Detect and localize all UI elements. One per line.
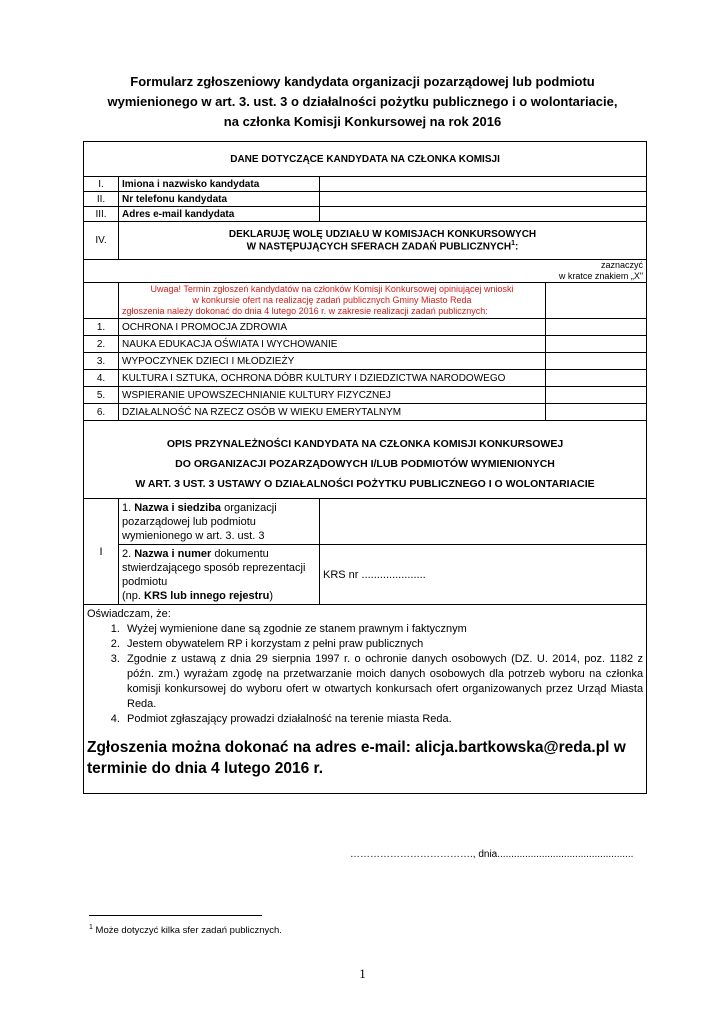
krs-number-field[interactable]: KRS nr .....................	[320, 545, 647, 605]
deadline-warning	[119, 283, 546, 319]
affiliation-heading-line: OPIS PRZYNALEŻNOŚCI KANDYDATA NA CZŁONKA KOMISJI KONKURSOWEJ	[166, 437, 564, 450]
org-item-prefix: 2.	[122, 547, 135, 560]
sphere-checkbox[interactable]	[546, 336, 647, 353]
email-notice-line: Zgłoszenia można dokonać na adres e-mail: alicja.bartkowska@reda.pl w	[87, 739, 626, 756]
org-item-paren-bold: KRS lub innego rejestru	[144, 589, 270, 602]
field-label-name: Imiona i nazwisko kandydata	[119, 177, 320, 192]
declaration-heading	[119, 222, 647, 260]
title-line: na członka Komisji Konkursowej na rok 2016	[223, 114, 502, 129]
declaration-line: DEKLARUJĘ WOLĘ UDZIAŁU W KOMISJACH KONKURSOWYCH	[228, 228, 537, 240]
sphere-label: WYPOCZYNEK DZIECI I MŁODZIEŻY	[119, 353, 546, 370]
row-number: II.	[84, 192, 119, 207]
affiliation-heading-line: DO ORGANIZACJI POZARZĄDOWYCH I/LUB PODMIOTÓW WYMIENIONYCH	[175, 457, 555, 470]
field-label-phone: Nr telefonu kandydata	[119, 192, 320, 207]
warning-line: w konkursie ofert na realizację zadań publicznych Gminy Miasto Reda	[192, 295, 472, 305]
footnote-text: Może dotyczyć kilka sfer zadań publicznych.	[92, 925, 282, 937]
email-input-cell[interactable]	[320, 207, 647, 222]
org-item-paren: )	[269, 589, 273, 602]
footnote-separator	[89, 915, 262, 916]
org-item-bold: Nazwa i siedziba	[134, 501, 222, 514]
org-item-rest: organizacji pozarządowej lub podmiotu wymienionego w art. 3. ust. 3	[122, 501, 277, 542]
sphere-number: 3.	[84, 353, 119, 370]
statement-item: 4. Podmiot zgłaszający prowadzi działalność na terenie miasta Reda.	[123, 712, 643, 727]
warning-line: Uwaga! Termin zgłoszeń kandydatów na członków Komisji Konkursowej opiniującej wnioski	[150, 284, 514, 294]
title-line: Formularz zgłoszeniowy kandydata organizacji pozarządowej lub podmiotu	[130, 74, 595, 89]
statement-item: 2. Jestem obywatelem RP i korzystam z pełni praw publicznych	[123, 637, 643, 652]
sphere-label: NAUKA EDUKACJA OŚWIATA I WYCHOWANIE	[119, 336, 546, 353]
sphere-label: KULTURA I SZTUKA, OCHRONA DÓBR KULTURY I DZIEDZICTWA NARODOWEGO	[119, 370, 546, 387]
sphere-checkbox[interactable]	[546, 387, 647, 404]
section-candidate-heading: DANE DOTYCZĄCE KANDYDATA NA CZŁONKA KOMISJI	[84, 142, 647, 177]
name-input-cell[interactable]	[320, 177, 647, 192]
statement-item: 1. Wyżej wymienione dane są zgodnie ze stanem prawnym i faktycznym	[123, 622, 643, 637]
signature-date-line: ………………………………., dnia.................................................	[350, 849, 634, 860]
declaration-line	[122, 240, 643, 252]
warning-line: zgłoszenia należy dokonać do dnia 4 lutego 2016 r. w zakresie realizacji zadań publicznych:	[122, 306, 488, 316]
blank-cell	[84, 283, 119, 319]
org-row-number: I	[84, 499, 119, 605]
footnote	[89, 924, 282, 936]
org-name-label	[119, 499, 320, 545]
mark-note-line: zaznaczyć	[601, 260, 644, 270]
declaration-line-text: W NASTĘPUJĄCYCH SFERACH ZADAŃ PUBLICZNYCH	[246, 241, 512, 253]
document-title	[0, 72, 725, 132]
statement-list	[87, 622, 643, 727]
org-item-bold: Nazwa i numer	[134, 547, 212, 560]
blank-cell	[546, 283, 647, 319]
sphere-label: WSPIERANIE UPOWSZECHNIANIE KULTURY FIZYCZNEJ	[119, 387, 546, 404]
mark-note-line: w kratce znakiem „X"	[558, 271, 644, 281]
org-item-prefix: 1.	[122, 501, 135, 514]
sphere-number: 5.	[84, 387, 119, 404]
sphere-checkbox[interactable]	[546, 404, 647, 421]
row-number: IV.	[84, 222, 119, 260]
org-item-rest: dokumentu stwierdzającego sposób reprezentacji podmiotu	[122, 547, 306, 588]
row-number: I.	[84, 177, 119, 192]
affiliation-heading-line: W ART. 3 UST. 3 USTAWY O DZIAŁALNOŚCI POŻYTKU PUBLICZNEGO I O WOLONTARIACIE	[135, 477, 595, 490]
footnote-marker: 1	[89, 924, 93, 931]
email-notice-line: terminie do dnia 4 lutego 2016 r.	[87, 760, 324, 777]
section-affiliation-heading	[84, 421, 647, 499]
title-line: wymienionego w art. 3. ust. 3 o działalności pożytku publicznego i o wolontariacie,	[107, 94, 618, 109]
sphere-number: 6.	[84, 404, 119, 421]
email-notice	[87, 737, 643, 779]
page-number: 1	[359, 966, 366, 981]
declarations-block	[84, 605, 647, 794]
sphere-number: 1.	[84, 319, 119, 336]
sphere-checkbox[interactable]	[546, 353, 647, 370]
org-item-paren: (np.	[122, 589, 145, 602]
sphere-number: 2.	[84, 336, 119, 353]
mark-instruction	[84, 260, 647, 283]
declaration-colon: :	[515, 241, 519, 253]
statement-intro: Oświadczam, że:	[87, 608, 171, 620]
field-label-email: Adres e-mail kandydata	[119, 207, 320, 222]
footnote-ref: 1	[511, 239, 516, 247]
org-document-label	[119, 545, 320, 605]
sphere-label: OCHRONA I PROMOCJA ZDROWIA	[119, 319, 546, 336]
row-number: III.	[84, 207, 119, 222]
phone-input-cell[interactable]	[320, 192, 647, 207]
sphere-checkbox[interactable]	[546, 370, 647, 387]
sphere-label: DZIAŁALNOŚĆ NA RZECZ OSÓB W WIEKU EMERYTALNYM	[119, 404, 546, 421]
org-name-input-cell[interactable]	[320, 499, 647, 545]
sphere-number: 4.	[84, 370, 119, 387]
application-form-table	[83, 141, 647, 794]
statement-item: 3. Zgodnie z ustawą z dnia 29 sierpnia 1997 r. o ochronie danych osobowych (DZ. U. 2014, poz. 1182 z późn. zm.) wyrażam zgodę na przetwarzanie moich danych osobowych dla potrzeb wyboru na członka komisji konkursowej do wyboru ofert w otwartych konkursach ofert organizowanych przez Urząd Miasta Reda.	[123, 652, 643, 712]
sphere-checkbox[interactable]	[546, 319, 647, 336]
